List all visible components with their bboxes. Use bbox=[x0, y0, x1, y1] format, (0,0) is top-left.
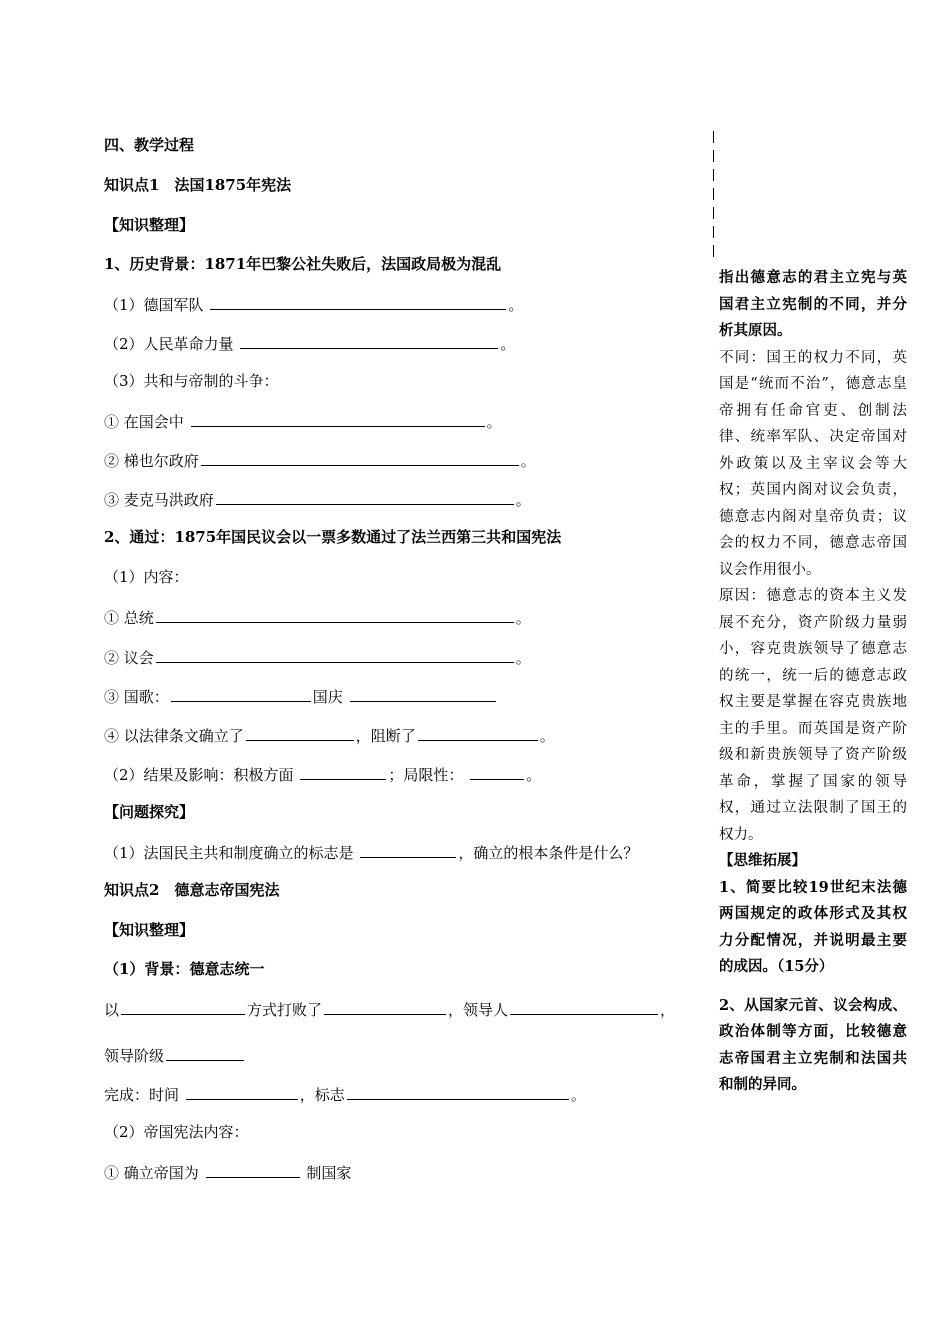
fill-blank[interactable] bbox=[216, 488, 514, 505]
fill-blank[interactable] bbox=[156, 646, 514, 663]
completion-item: 完成：时间 ，标志 。 bbox=[104, 1083, 586, 1105]
fill-blank[interactable] bbox=[121, 998, 245, 1015]
fill-blank[interactable] bbox=[246, 724, 354, 741]
pass-title: 2、通过：1875年国民议会以一票多数通过了法兰西第三共和国宪法 bbox=[104, 528, 562, 546]
sidebar-expand-heading: 【思维拓展】 bbox=[719, 852, 806, 869]
fill-blank[interactable] bbox=[300, 763, 386, 780]
fill-blank[interactable] bbox=[324, 998, 446, 1015]
german-background-title: （1）背景：德意志统一 bbox=[104, 960, 265, 978]
separator-dash bbox=[713, 188, 714, 200]
parliament-content-item: ② 议会 。 bbox=[104, 646, 531, 668]
sidebar-expand-question-1: 1、简要比较19世纪末法德两国规定的政体形式及其权力分配情况，并说明最主要的成因。（15分） bbox=[719, 878, 907, 975]
sidebar-question: 指出德意志的君主立宪与英国君主立宪制的不同，并分析其原因。 bbox=[719, 269, 907, 339]
parliament-item: ① 在国会中 。 bbox=[104, 410, 502, 432]
fill-blank[interactable] bbox=[418, 724, 538, 741]
fill-blank[interactable] bbox=[347, 1083, 569, 1100]
sidebar-expand-question-2: 2、从国家元首、议会构成、政治体制等方面，比较德意志帝国君主立宪制和法国共和制的异同。 bbox=[719, 996, 907, 1093]
fill-blank[interactable] bbox=[201, 449, 519, 466]
separator-dash bbox=[713, 150, 714, 162]
macmahon-government-item: ③ 麦克马洪政府 。 bbox=[104, 488, 531, 510]
knowledge-point-2-title: 知识点2 德意志帝国宪法 bbox=[104, 881, 280, 899]
knowledge-point-1-title: 知识点1 法国1875年宪法 bbox=[104, 176, 292, 194]
unification-item: 以 方式打败了 ，领导人 ， bbox=[104, 998, 675, 1020]
law-item: ④ 以法律条文确立了 ，阻断了 。 bbox=[104, 724, 555, 746]
german-army-item: （1）德国军队 。 bbox=[104, 293, 523, 315]
separator-dash bbox=[713, 131, 714, 143]
fill-blank[interactable] bbox=[510, 998, 658, 1015]
knowledge-organize-heading-2: 【知识整理】 bbox=[104, 921, 195, 939]
sidebar-reason: 原因：德意志的资本主义发展不充分，资产阶级力量弱小，容克贵族领导了德意志的统一，统一后的德意志政权主要是掌握在容克贵族地主的手里。而英国是资产阶级和新贵族领导了资产阶级革命，掌握了国家的领导权，通过立法限制了国王的权力。 bbox=[719, 588, 907, 843]
sidebar-notes bbox=[719, 265, 907, 1099]
fill-blank[interactable] bbox=[210, 293, 506, 310]
establish-item: ① 确立帝国为 制国家 bbox=[104, 1161, 351, 1183]
fill-blank[interactable] bbox=[350, 685, 496, 702]
inquiry-question-1: （1）法国民主共和制度确立的标志是 ，确立的根本条件是什么？ bbox=[104, 841, 638, 863]
fill-blank[interactable] bbox=[191, 410, 485, 427]
separator-dash bbox=[713, 245, 714, 257]
content-label: （1）内容： bbox=[104, 568, 189, 586]
separator-dash bbox=[713, 169, 714, 181]
fill-blank[interactable] bbox=[171, 685, 311, 702]
section-heading: 四、教学过程 bbox=[104, 136, 195, 154]
inquiry-heading: 【问题探究】 bbox=[104, 803, 195, 821]
separator-dash bbox=[713, 207, 714, 219]
fill-blank[interactable] bbox=[166, 1044, 244, 1061]
fill-blank[interactable] bbox=[156, 606, 514, 623]
fill-blank[interactable] bbox=[240, 332, 498, 349]
fill-blank[interactable] bbox=[360, 841, 456, 858]
leading-class-item: 领导阶级 bbox=[104, 1044, 246, 1066]
anthem-item: ③ 国歌： 国庆 bbox=[104, 685, 498, 707]
sidebar-difference: 不同：国王的权力不同，英国是“统而不治”，德意志皇帝拥有任命官吏、创制法律、统率军队、决定帝国对外政策以及主宰议会等大权；英国内阁对议会负责，德意志内阁对皇帝负责；议会的权力不同，德意志帝国议会作用很小。 bbox=[719, 349, 907, 578]
constitution-content-label: （2）帝国宪法内容： bbox=[104, 1123, 249, 1141]
fill-blank[interactable] bbox=[470, 763, 524, 780]
fill-blank[interactable] bbox=[206, 1161, 300, 1178]
result-item: （2）结果及影响：积极方面 ；局限性： 。 bbox=[104, 763, 541, 785]
knowledge-organize-heading: 【知识整理】 bbox=[104, 216, 195, 234]
separator-dash bbox=[713, 226, 714, 238]
historical-background-title: 1、历史背景：1871年巴黎公社失败后，法国政局极为混乱 bbox=[104, 255, 502, 273]
people-force-item: （2）人民革命力量 。 bbox=[104, 332, 515, 354]
struggle-item: （3）共和与帝制的斗争： bbox=[104, 372, 279, 390]
fill-blank[interactable] bbox=[186, 1083, 298, 1100]
thiers-government-item: ② 梯也尔政府 。 bbox=[104, 449, 536, 471]
president-item: ① 总统 。 bbox=[104, 606, 531, 628]
